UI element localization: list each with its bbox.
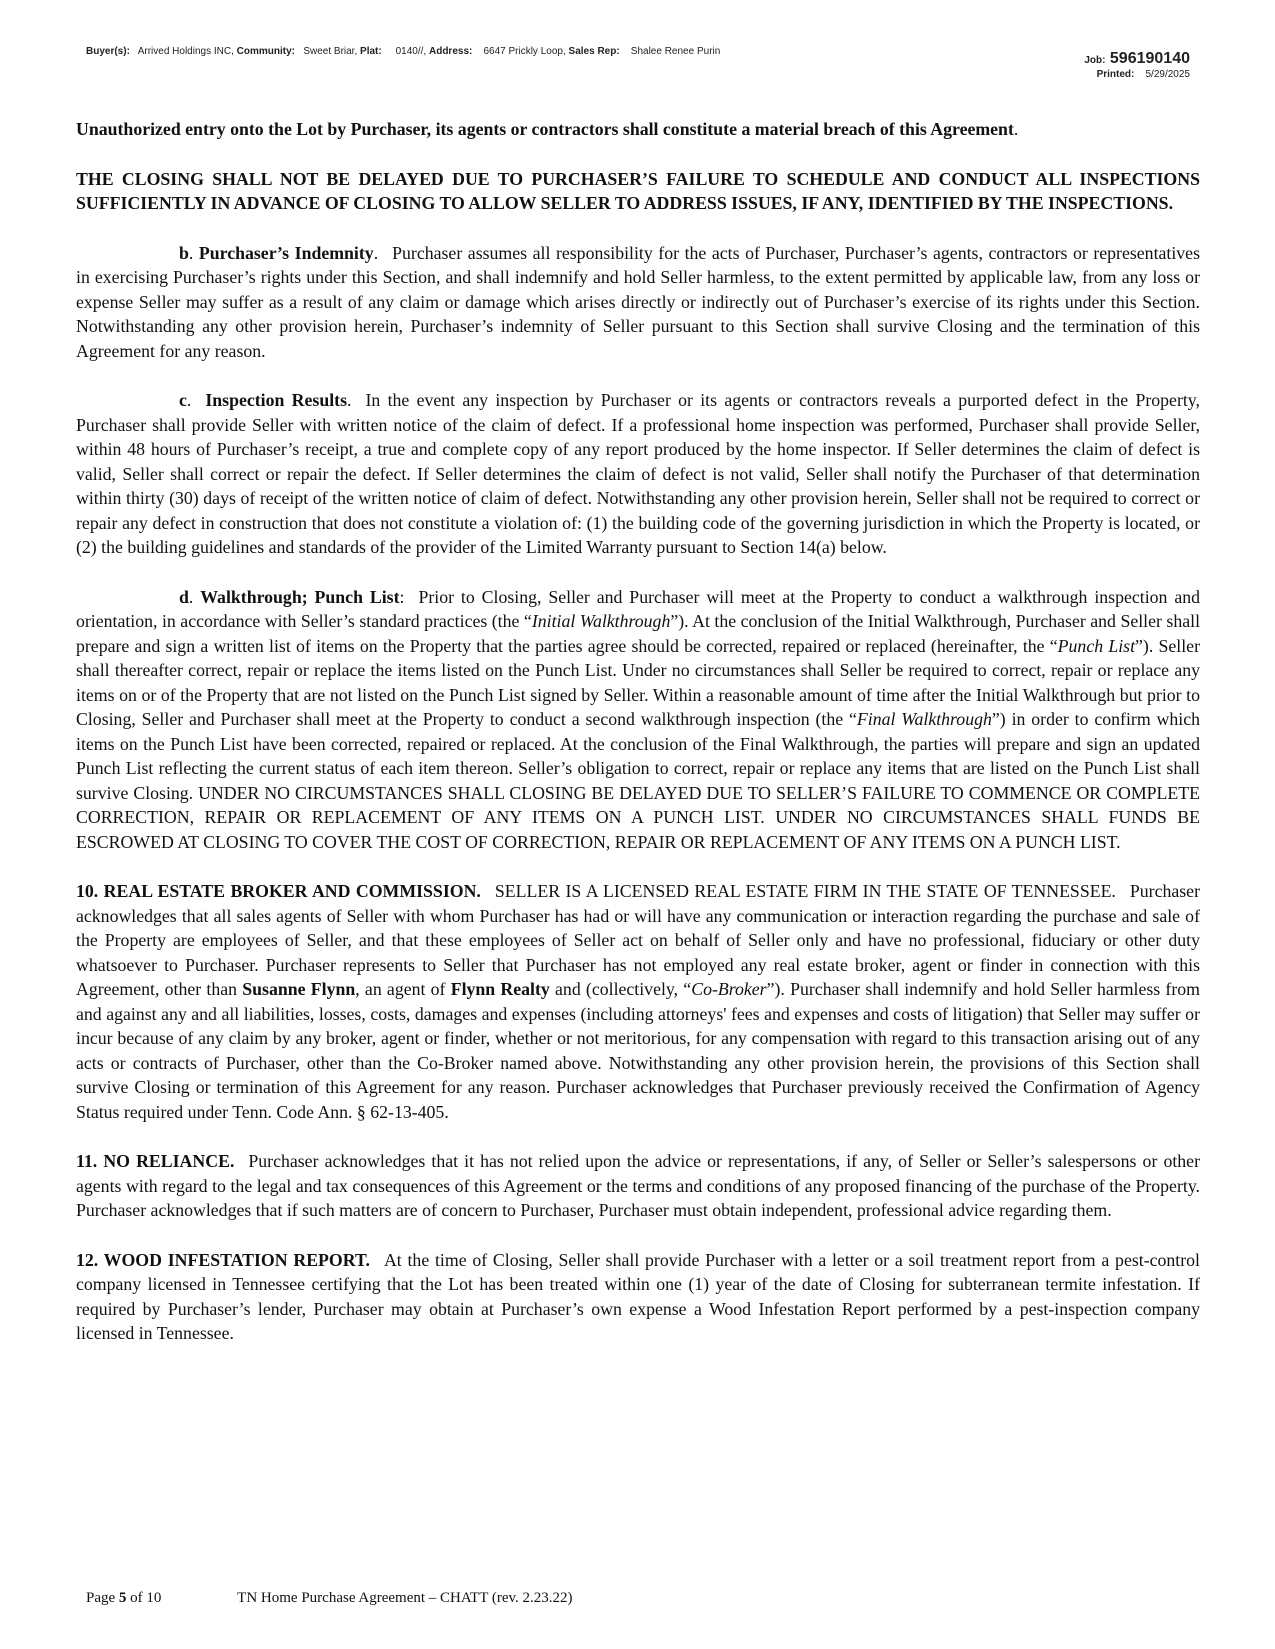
page-word: Page xyxy=(86,1590,116,1606)
section-10-paragraph xyxy=(76,879,1200,1124)
printed-label: Printed: xyxy=(1096,69,1135,80)
printed-date: 5/29/2025 xyxy=(1145,69,1190,80)
final-walkthrough-term: Final Walkthrough xyxy=(856,709,992,729)
section-10-title: 10. REAL ESTATE BROKER AND COMMISSION. xyxy=(76,881,481,901)
section-b-letter: b xyxy=(179,242,189,263)
section-d-text-2: ”). At the conclusion of the Initial Walkthrough, Purchaser and Seller shall prepare and sign a written list of items on the Property that the parties agree should be corrected, repaired or replaced (hereinafter, the “ xyxy=(76,611,1201,656)
unauthorized-entry-text: Unauthorized entry onto the Lot by Purchaser, its agents or contractors shall constitute a material breach of this Agreement xyxy=(76,119,1014,139)
plat-value: 0140//, xyxy=(395,46,427,57)
form-name: TN Home Purchase Agreement – CHATT (rev. 2.23.22) xyxy=(237,1590,573,1606)
co-broker-agent: Susanne Flynn xyxy=(242,979,356,999)
punch-list-term: Punch List xyxy=(1057,635,1136,656)
section-d-text-4: ”) in order to confirm which items on the Punch List have been corrected, repaired or replaced. At the conclusion of the Final Walkthrough, the parties will prepare and sign an updated Punch List reflecting the current status of each item thereon. Seller’s obligation to correct, repair or replace any items that are listed on the Punch List shall survive Closing. UNDER NO CIRCUMSTANCES SHALL CLOSING BE DELAYED DUE TO SELLER’S FAILURE TO COMMENCE OR COMPLETE CORRECTION, REPAIR OR REPLACEMENT OF ANY ITEMS ON A PUNCH LIST. UNDER NO CIRCUMSTANCES SHALL FUNDS BE ESCROWED AT CLOSING TO COVER THE COST OF CORRECTION, REPAIR OR REPLACEMENT OF ANY ITEMS ON A PUNCH LIST. xyxy=(76,709,1200,852)
section-d-letter: d xyxy=(179,586,189,607)
section-d-text-1: Prior to Closing, Seller and Purchaser will meet at the Property to conduct a walkthrough inspection and orientation, in accordance with Seller’s standard practices (the “ xyxy=(76,586,1201,631)
section-c-letter: c xyxy=(179,390,187,410)
job-label: Job: xyxy=(1084,55,1106,66)
unauthorized-entry-paragraph xyxy=(76,117,1200,142)
sales-rep-value: Shalee Renee Purin xyxy=(630,46,721,57)
plat-label: Plat: xyxy=(360,46,382,57)
community-value: Sweet Briar, xyxy=(303,46,358,57)
section-d-text-3: ”). Seller shall thereafter correct, repair or replace the items listed on the Punch List. Under no circumstances shall Seller be required to correct, repair or replace any items on or of the Property that are not listed on the Punch List signed by Seller. Within a reasonable amount of time after the Initial Walkthrough but prior to Closing, Seller and Purchaser shall meet at the Property to conduct a second walkthrough inspection (the “ xyxy=(76,635,1200,729)
document-body xyxy=(76,117,1200,1371)
job-number: 596190140 xyxy=(1109,50,1190,67)
section-d-paragraph: d. Walkthrough; Punch List: Prior to Closing, Seller and Purchaser will meet at the Property to conduct a walkthrough inspection and orientation, in accordance with Seller’s standard practices (the “Initial Walkthrough”). At the conclusion of the Initial Walkthrough, Purchaser and Seller shall prepare and sign a written list of items on the Property that the parties agree should be corrected, repaired or replaced (hereinafter, the “Punch List”). Seller shall thereafter correct, repair or replace the items listed on the Punch List. Under no circumstances shall Seller be required to correct, repair or replace any items on or of the Property that are not listed on the Punch List signed by Seller. Within a reasonable amount of time after the Initial Walkthrough but prior to Closing, Seller and Purchaser shall meet at the Property to conduct a second walkthrough inspection (the “Final Walkthrough”) in order to confirm which items on the Punch List have been corrected, repaired or replaced. At the conclusion of the Final Walkthrough, the parties will prepare and sign an updated Punch List reflecting the current status of each item thereon. Seller’s obligation to correct, repair or replace any items that are listed on the Punch List shall survive Closing. UNDER NO CIRCUMSTANCES SHALL CLOSING BE DELAYED DUE TO SELLER’S FAILURE TO COMMENCE OR COMPLETE CORRECTION, REPAIR OR REPLACEMENT OF ANY ITEMS ON A PUNCH LIST. UNDER NO CIRCUMSTANCES SHALL FUNDS BE ESCROWED AT CLOSING TO COVER THE COST OF CORRECTION, REPAIR OR REPLACEMENT OF ANY ITEMS ON A PUNCH LIST. xyxy=(76,586,1201,852)
section-b-title: Purchaser’s Indemnity xyxy=(198,242,374,263)
job-block xyxy=(1070,50,1190,80)
section-10-text-3: , an agent of xyxy=(355,979,446,999)
section-11-text: Purchaser acknowledges that it has not relied upon the advice or representations, if any, of Seller or Seller’s salespersons or other agents with regard to the legal and tax consequences of this Agreement or the terms and conditions of any proposed financing of the purchase of the Property. Purchaser acknowledges that if such matters are of concern to Purchaser, Purchaser must obtain independent, professional advice regarding them. xyxy=(76,1151,1200,1220)
page-header xyxy=(86,46,1191,57)
section-b-paragraph: b. Purchaser’s Indemnity. Purchaser assumes all responsibility for the acts of Purchaser, Purchaser’s agents, contractors or representatives in exercising Purchaser’s rights under this Section, and shall indemnify and hold Seller harmless, to the extent permitted by applicable law, from any loss or expense Seller may suffer as a result of any claim or damage which arises directly or indirectly out of Purchaser’s exercise of its rights under this Section. Notwithstanding any other provision herein, Purchaser’s indemnity of Seller pursuant to this Section shall survive Closing and the termination of this Agreement for any reason. xyxy=(76,242,1200,361)
section-10-text-4: and (collectively, “ xyxy=(555,979,692,999)
section-12-text: At the time of Closing, Seller shall provide Purchaser with a letter or a soil treatment report from a pest-control company licensed in Tennessee certifying that the Lot has been treated within one (1) year of the date of Closing for subterranean termite infestation. If required by Purchaser’s lender, Purchaser may obtain at Purchaser’s own expense a Wood Infestation Report performed by a pest-inspection company licensed in Tennessee. xyxy=(76,1249,1200,1343)
page-current: 5 xyxy=(118,1590,127,1606)
section-11-paragraph xyxy=(76,1149,1200,1223)
buyer-label: Buyer(s): xyxy=(86,46,130,57)
address-label: Address: xyxy=(428,46,473,57)
section-10-text-5: ”). Purchaser shall indemnify and hold Seller harmless from and against any and all liabilities, losses, costs, damages and expenses (including attorneys' fees and expenses and costs of litigation) that Seller may suffer or incur because of any claim by any broker, agent or finder, whether or not meritorious, for any compensation with regard to this transaction arising out of any acts or contracts of Purchaser, other than the Co-Broker named above. Notwithstanding any other provision herein, the provisions of this Section shall survive Closing or termination of this Agreement for any reason. Purchaser acknowledges that Purchaser previously received the Confirmation of Agency Status required under Tenn. Code Ann. § 62-13-405. xyxy=(76,979,1200,1122)
initial-walkthrough-term: Initial Walkthrough xyxy=(531,611,671,631)
unauthorized-entry-period: . xyxy=(1013,119,1019,139)
address-value: 6647 Prickly Loop, xyxy=(483,46,566,57)
section-c-paragraph: c. Inspection Results. In the event any inspection by Purchaser or its agents or contractors reveals a purported defect in the Property, Purchaser shall provide Seller with written notice of the claim of defect. If a professional home inspection was performed, Purchaser shall provide Seller, within 48 hours of Purchaser’s receipt, a true and complete copy of any report produced by the home inspector. If Seller determines the claim of defect is valid, Seller shall correct or repair the defect. If Seller determines the claim of defect is not valid, Seller shall notify the Purchaser of that determination within thirty (30) days of receipt of the written notice of claim of defect. Notwithstanding any other provision herein, Seller shall not be required to correct or repair any defect in construction that does not constitute a violation of: (1) the building code of the governing jurisdiction in which the Property is located, or (2) the building guidelines and standards of the provider of the Limited Warranty pursuant to Section 14(a) below. xyxy=(76,390,1200,557)
co-broker-term: Co-Broker xyxy=(691,979,767,999)
section-10-text-1: SELLER IS A LICENSED REAL ESTATE FIRM IN THE STATE OF TENNESSEE. xyxy=(494,881,1116,901)
section-c-text: In the event any inspection by Purchaser or its agents or contractors reveals a purported defect in the Property, Purchaser shall provide Seller with written notice of the claim of defect. If a professional home inspection was performed, Purchaser shall provide Seller, within 48 hours of Purchaser’s receipt, a true and complete copy of any report produced by the home inspector. If Seller determines the claim of defect is valid, Seller shall correct or repair the defect. If Seller determines the claim of defect is not valid, Seller shall notify the Purchaser of that determination within thirty (30) days of receipt of the written notice of claim of defect. Notwithstanding any other provision herein, Seller shall not be required to correct or repair any defect in construction that does not constitute a violation of: (1) the building code of the governing jurisdiction in which the Property is located, or (2) the building guidelines and standards of the provider of the Limited Warranty pursuant to Section 14(a) below. xyxy=(76,390,1200,557)
section-11-title: 11. NO RELIANCE. xyxy=(76,1151,235,1171)
community-label: Community: xyxy=(236,46,295,57)
page-footer xyxy=(86,1590,573,1607)
buyer-value: Arrived Holdings INC, xyxy=(137,46,234,57)
section-12-title: 12. WOOD INFESTATION REPORT. xyxy=(76,1249,370,1270)
closing-notice: THE CLOSING SHALL NOT BE DELAYED DUE TO PURCHASER’S FAILURE TO SCHEDULE AND CONDUCT ALL INSPECTIONS SUFFICIENTLY IN ADVANCE OF CLOSING TO ALLOW SELLER TO ADDRESS ISSUES, IF ANY, IDENTIFIED BY THE INSPECTIONS. xyxy=(76,168,1200,213)
section-d-title: Walkthrough; Punch List xyxy=(200,586,400,607)
section-12-paragraph xyxy=(76,1248,1200,1346)
section-10-text-2: Purchaser acknowledges that all sales agents of Seller with whom Purchaser has had or will have any communication or interaction regarding the purchase and sale of the Property are employees of Seller, and that these employees of Seller act on behalf of Seller only and have no professional, fiduciary or other duty whatsoever to Purchaser. Purchaser represents to Seller that Purchaser has not employed any real estate broker, agent or finder in connection with this Agreement, other than xyxy=(76,881,1200,999)
co-broker-firm: Flynn Realty xyxy=(450,979,550,999)
section-c-title: Inspection Results xyxy=(205,390,348,410)
section-b-text: Purchaser assumes all responsibility for the acts of Purchaser, Purchaser’s agents, contractors or representatives in exercising Purchaser’s rights under this Section, and shall indemnify and hold Seller harmless, to the extent permitted by applicable law, from any loss or expense Seller may suffer as a result of any claim or damage which arises directly or indirectly out of Purchaser’s exercise of its rights under this Section. Notwithstanding any other provision herein, Purchaser’s indemnity of Seller pursuant to this Section shall survive Closing and the termination of this Agreement for any reason. xyxy=(76,242,1200,361)
page-total: of 10 xyxy=(130,1590,162,1606)
sales-rep-label: Sales Rep: xyxy=(568,46,620,57)
